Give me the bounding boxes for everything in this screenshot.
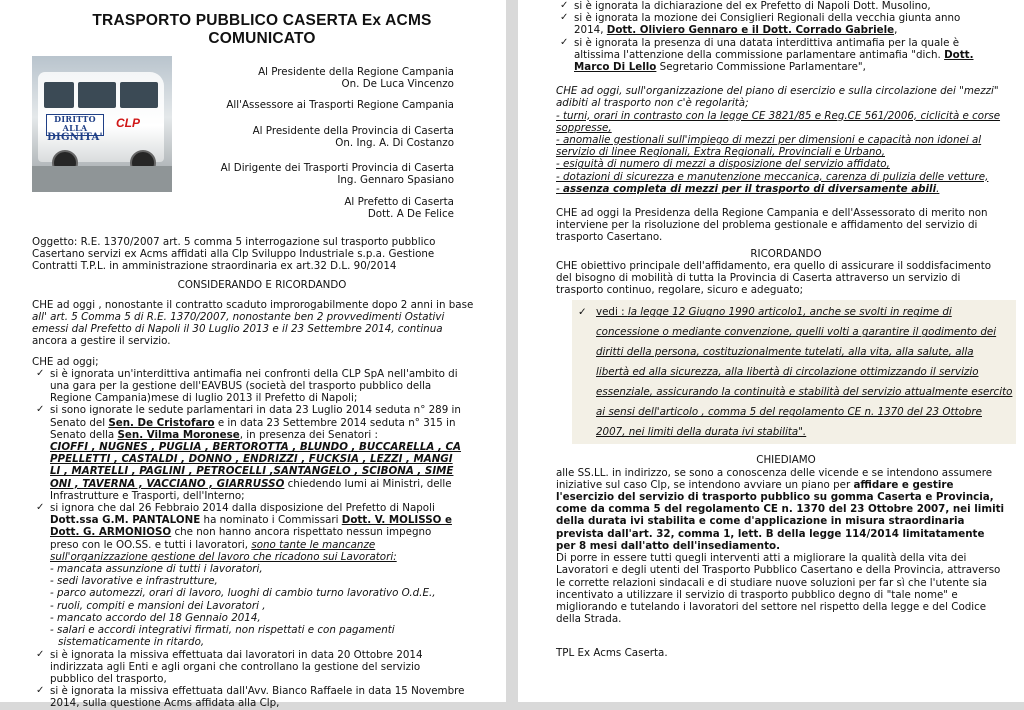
list-item: ✓ si sono ignorate le sedute parlamentari in data 23 Luglio 2014 seduta n° 289 in Senato del Sen. De Cristofaro e in data 23 Settembre 2014 seduta n° 315 in Senato della Sen. Vilma Moronese, in presenza dei Senatori : CIOFFI , NUGNES , PUGLIA , BERTOROTTA , BLUNDO , BUCCARELLA , CA PPELLETTI , CASTALDI , DONNO , ENDRIZZI , FUCKSIA , LEZZI , MANGI LI , MARTELLI , PAGLINI , PETROCELLI ,SANTANGELO , SCIBONA , SIME ONI , TAVERNA , VACCIANO , GIARRUSSO chiedendo lumi ai Ministri, delle Infrastrutture e Trasporti, dell'Interno; [32, 404, 492, 502]
che-obiettivo-paragraph: CHE obiettivo principale dell'affidamento, era quello di assicurare il soddisfacimento del bisogno di mobilità di tutta la Provincia di Caserta attraverso un servizio di trasporto continuo, regolare, sicuro e adeguato; [556, 259, 992, 297]
di-porre-paragraph: Di porre in essere tutti quegli interventi atti a migliorare la qualità della vita dei Lavoratori e degli utenti del Trasporto Pubblico Casertano e della Provincia, attraverso le corrette relazioni sindacali e di studiare nuove soluzioni per far sì che l'utente sia incentivato a utilizzare il servizio di trasporto pubblico degno di "tale nome" e migliorando e tutelando i lavoratori del settore nel rispetto della legge e del Codice della Strada. [556, 552, 1001, 626]
page-gap [506, 0, 518, 702]
bus-logo [46, 114, 104, 143]
addressee-5: Al Prefetto di Caserta Dott. A De Felice [344, 196, 454, 221]
left-column [32, 6, 492, 48]
list-item: ✓ si è ignorata la dichiarazione del ex Prefetto di Napoli Dott. Musolino, [556, 0, 1016, 12]
document-page-right [518, 0, 1024, 702]
bus-logo-line-1: DIRITTO ALLA [54, 114, 96, 133]
considerando-heading: CONSIDERANDO E RICORDANDO [177, 278, 347, 291]
list-item: ✓ si è ignorata un'interdittiva antimafia nei confronti della CLP SpA nell'ambito di una gara per la gestione dell'EAVBUS (società del trasporto pubblico della Regione Campania)mese di luglio 2013 il Prefetto di Napoli; [32, 368, 492, 405]
che-ad-oggi-2: CHE ad oggi; [32, 355, 99, 368]
che-mezzi-paragraph: CHE ad oggi, sull'organizzazione del piano di esercizio e sulla circolazione dei "mezzi" adibiti al trasporto non c'è regolarità; [556, 85, 999, 110]
check-icon: ✓ [578, 306, 587, 319]
addressee-3: Al Presidente della Provincia di Caserta On. Ing. A. Di Costanzo [252, 125, 454, 150]
list-item: ✓ si ignora che dal 26 Febbraio 2014 dalla disposizione del Prefetto di Napoli Dott.ssa G.M. PANTALONE ha nominato i Commissari Dott. V. MOLISSO e Dott. G. ARMONIOSO che non hanno ancora rispettato nessun impegno preso con le OO.SS. e tutti i lavoratori, sono tante le mancanze sull'organizzazione gestione del lavoro che ricadono sui Lavoratori: [32, 502, 492, 563]
document-page-left [0, 0, 506, 710]
ricordando-heading: RICORDANDO [750, 247, 822, 260]
mancanze-list: - mancata assunzione di tutti i lavoratori, - sedi lavorative e infrastrutture, - parco automezzi, orari di lavoro, luoghi di cambio turno lavorativo O.d.E., - ruoli, compiti e mansioni dei Lavoratori , - mancato accordo del 18 Gennaio 2014, - salari e accordi integrativi firmati, non rispettati e con pagamenti sistematicamente in ritardo, [50, 563, 436, 649]
list-item: ✓ si è ignorata la missiva effettuata dall'Avv. Bianco Raffaele in data 15 Novembre 2014, sulla questione Acms affidata alla Clp, [32, 685, 492, 709]
ignorata-list-3 [556, 0, 1016, 73]
addressee-1: Al Presidente della Regione Campania On. De Luca Vincenzo [258, 66, 454, 91]
list-item: ✓ si è ignorata la presenza di una datata interdittiva antimafia per la quale è altissima l'attenzione della commissione parlamentare antimafia "dich. Dott. Marco Di Lello Segretario Commissione Parlamentare", [556, 37, 1016, 74]
oggetto: Oggetto: R.E. 1370/2007 art. 5 comma 5 interrogazione sul trasporto pubblico Casertano servizi ex Acms affidati alla Clp Sviluppo Industriale s.p.a. Gestione Contratti T.P.L. in amministrazione straordinaria ex art.32 D.L. 90/2014 [32, 236, 436, 273]
addressee-2: All'Assessore ai Trasporti Regione Campania [226, 99, 454, 111]
chiediamo-heading: CHIEDIAMO [756, 454, 816, 467]
senator-names-3: LI , MARTELLI , PAGLINI , PETROCELLI ,SANTANGELO , SCIBONA , SIME [50, 465, 454, 478]
bus-image [38, 72, 164, 162]
bus-logo-line-2: DIGNITA' [47, 132, 103, 143]
bus-brand: CLP [116, 116, 140, 130]
title-line-1: TRASPORTO PUBBLICO CASERTA Ex ACMS [92, 12, 432, 29]
chiediamo-paragraph: alle SS.LL. in indirizzo, se sono a conoscenza delle vicende e se intendono assumere iniziative sul caso Clp, se intendono avviare un piano per affidare e gestire l'esercizio del servizio di trasporto pubblico su gomma Caserta e Provincia, come da comma 5 del regolamento CE n. 1370 del 23 Ottobre 2007, nei limiti della durata ivi stabilita e come d'applicazione in misura straordinaria prevista dall'art. 32, comma 1, lett. B della legge 114/2014 limitatamente per 8 mesi dall'atto dell'insediamento. [556, 466, 1005, 552]
vedi-box: ✓ vedi : la legge 12 Giugno 1990 articolo1, anche se svolti in regime di concessione o mediante convenzione, quelli volti a garantire il godimento dei diritti della persona, costituzionalmente tutelati, alla vita, alla salute, alla libertà ed alla sicurezza, alla libertà di circolazione ottimizzando il servizio essenziale, assicurando la continuità e stabilità del servizio attualmente esercito ai sensi dell'articolo , comma 5 del regolamento CE n. 1370 del 23 Ottobre 2007, nei limiti della durata ivi stabilita". [572, 300, 1016, 444]
list-item: ✓ si è ignorata la missiva effettuata dai lavoratori in data 20 Ottobre 2014 indirizzata agli Enti e agli organi che controllano la gestione del servizio pubblico del trasporto, [32, 649, 492, 686]
list-item: ✓ si è ignorata la mozione dei Consiglieri Regionali della vecchia giunta anno 2014, Dott. Oliviero Gennaro e il Dott. Corrado Gabriele, [556, 12, 1016, 36]
ignorata-list-2 [32, 649, 492, 710]
document-title [32, 12, 492, 48]
senator-names-4: ONI , TAVERNA , VACCIANO , GIARRUSSO [50, 477, 285, 490]
left-body [32, 236, 492, 710]
right-body [556, 0, 1016, 660]
che-ad-oggi-paragraph: CHE ad oggi , nonostante il contratto scaduto improrogabilmente dopo 2 anni in base all' art. 5 Comma 5 di R.E. 1370/2007, nonostante ben 2 provvedimenti Ostativi emessi dal Prefetto di Napoli il 30 Luglio 2013 e il 23 Settembre 2014, continua ancora a gestire il servizio. [32, 298, 474, 348]
ignorata-list [32, 368, 492, 563]
title-line-2: COMUNICATO [208, 30, 316, 47]
che-presidenza-paragraph: CHE ad oggi la Presidenza della Regione Campania e dell'Assessorato di merito non interviene per la risoluzione del problema gestionale e affidamento del servizio di trasporto Casertano. [556, 207, 988, 244]
addressee-4: Al Dirigente dei Trasporti Provincia di Caserta Ing. Gennaro Spasiano [220, 162, 454, 187]
senator-names-2: PPELLETTI , CASTALDI , DONNO , ENDRIZZI , FUCKSIA , LEZZI , MANGI [50, 453, 453, 466]
senator-names-1: CIOFFI , NUGNES , PUGLIA , BERTOROTTA , BLUNDO , BUCCARELLA , CA [50, 441, 462, 454]
mezzi-list: - turni, orari in contrasto con la legge CE 3821/85 e Reg.CE 561/2006, ciclicità e corse soppresse, - anomalie gestionali sull'impiego di mezzi per dimensioni e capacità non idonei al servizio di linee Regionali, Extra Regionali, Provinciali e Urbano, - esiguità di numero di mezzi a disposizione del servizio affidato, - dotazioni di sicurezza e manutenzione meccanica, carenza di pulizia delle vetture, - assenza completa di mezzi per il trasporto di diversamente abili. [556, 109, 1001, 195]
signature: TPL Ex Acms Caserta. [556, 647, 668, 660]
